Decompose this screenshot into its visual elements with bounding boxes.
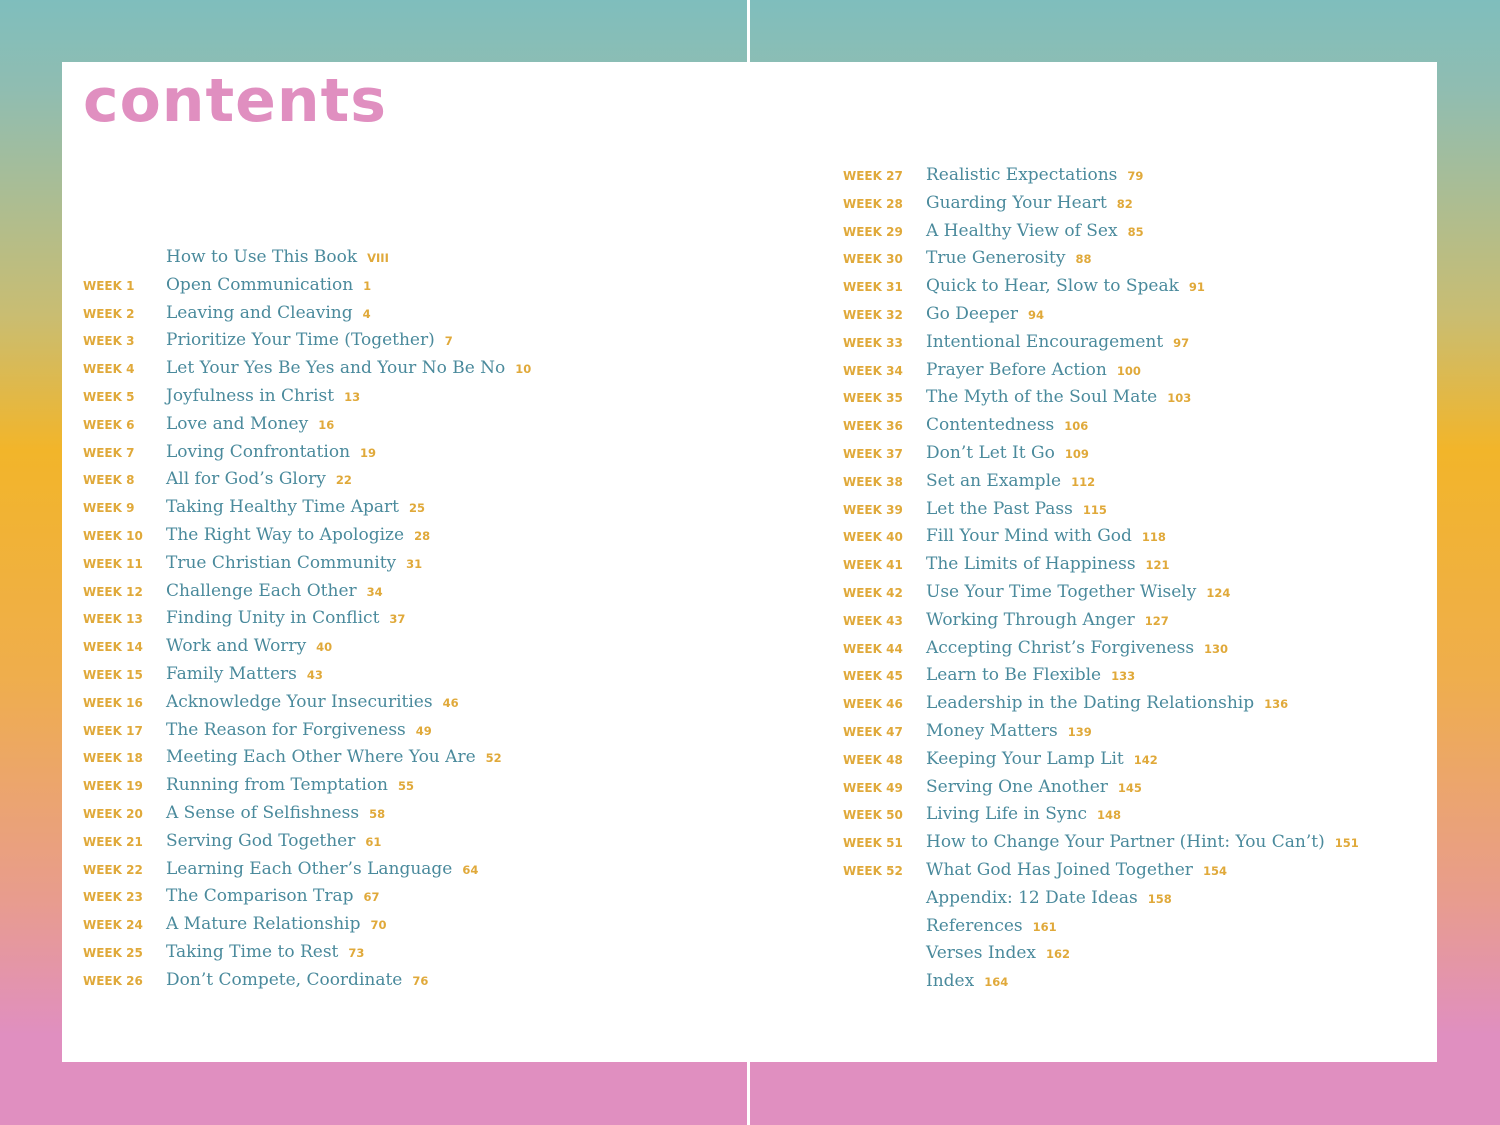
toc-entry <box>843 943 1359 971</box>
week-label: WEEK 7 <box>83 445 135 460</box>
toc-entry <box>843 582 1359 610</box>
page-number: 46 <box>442 695 459 710</box>
week-label: WEEK 30 <box>843 252 903 267</box>
page-number: 31 <box>406 556 423 571</box>
page-number: 67 <box>363 890 380 905</box>
week-label: WEEK 2 <box>83 306 135 321</box>
week-label: WEEK 13 <box>83 612 143 627</box>
page-number: 13 <box>344 389 361 404</box>
toc-entry <box>83 303 531 331</box>
toc-entry <box>843 638 1359 666</box>
toc-entry <box>843 721 1359 749</box>
toc-entry <box>83 525 531 553</box>
week-label: WEEK 19 <box>83 779 143 794</box>
toc-entry <box>83 608 531 636</box>
page-number: 37 <box>389 612 406 627</box>
entry-title: Challenge Each Other <box>166 580 357 601</box>
week-label: WEEK 6 <box>83 417 135 432</box>
entry-title: Taking Time to Rest <box>166 941 339 962</box>
week-label: WEEK 24 <box>83 918 143 933</box>
page-number: 161 <box>1032 919 1057 934</box>
entry-title: Don’t Let It Go <box>926 442 1055 463</box>
toc-entry <box>843 526 1359 554</box>
toc-entry <box>83 914 531 942</box>
week-label: WEEK 45 <box>843 669 903 684</box>
toc-entry <box>843 415 1359 443</box>
week-label: WEEK 32 <box>843 307 903 322</box>
entry-title: Family Matters <box>166 663 297 684</box>
page-number: 79 <box>1127 169 1144 183</box>
entry-title: How to Change Your Partner (Hint: You Can’t) <box>926 832 1325 853</box>
toc-entry <box>83 720 531 748</box>
toc-entry <box>83 886 531 914</box>
toc-entry <box>83 469 531 497</box>
page-number: 162 <box>1046 947 1071 962</box>
page-number: 151 <box>1334 836 1359 851</box>
week-label: WEEK 26 <box>83 973 143 988</box>
page-number: 73 <box>348 945 365 960</box>
page-number: 40 <box>316 640 333 655</box>
entry-title: The Myth of the Soul Mate <box>926 387 1158 408</box>
page-number: 19 <box>360 445 377 460</box>
entry-title: The Reason for Forgiveness <box>166 719 406 740</box>
page-number: 148 <box>1097 808 1122 823</box>
week-label: WEEK 20 <box>83 806 143 821</box>
page-number: 94 <box>1028 307 1045 322</box>
entry-title: A Mature Relationship <box>166 914 361 935</box>
page-number: 7 <box>444 334 453 349</box>
page-number: 88 <box>1075 252 1092 267</box>
week-label: WEEK 36 <box>843 419 903 434</box>
entry-title: Set an Example <box>926 470 1062 491</box>
entry-title: Finding Unity in Conflict <box>166 608 380 629</box>
entry-title: References <box>926 915 1023 936</box>
page-number: 49 <box>415 723 432 738</box>
entry-title: True Christian Community <box>166 552 397 573</box>
entry-title: Working Through Anger <box>926 609 1135 630</box>
toc-entry <box>843 665 1359 693</box>
toc-entry <box>83 386 531 414</box>
entry-title: Taking Healthy Time Apart <box>166 497 399 518</box>
entry-title: Learning Each Other’s Language <box>166 858 453 879</box>
entry-title: Leaving and Cleaving <box>166 302 353 323</box>
contents-page <box>62 62 1437 1062</box>
page-number: 106 <box>1064 419 1089 434</box>
week-label: WEEK 22 <box>83 862 143 877</box>
toc-entry <box>83 775 531 803</box>
page-number: 142 <box>1133 752 1158 767</box>
entry-title: Let Your Yes Be Yes and Your No Be No <box>166 358 506 379</box>
week-label: WEEK 31 <box>843 280 903 295</box>
week-label: WEEK 10 <box>83 528 143 543</box>
entry-title: Acknowledge Your Insecurities <box>166 691 433 712</box>
week-label: WEEK 29 <box>843 224 903 239</box>
entry-title: Learn to Be Flexible <box>926 665 1102 686</box>
page-number: 70 <box>370 918 387 933</box>
page-number: 58 <box>369 806 386 821</box>
page-number: 22 <box>335 473 352 488</box>
week-label: WEEK 5 <box>83 389 135 404</box>
toc-entry <box>83 859 531 887</box>
entry-title: A Sense of Selfishness <box>166 802 360 823</box>
week-label: WEEK 34 <box>843 363 903 378</box>
entry-title: Loving Confrontation <box>166 441 351 462</box>
toc-entry <box>843 360 1359 388</box>
toc-entry <box>843 499 1359 527</box>
week-label: WEEK 21 <box>83 834 143 849</box>
page-number: 124 <box>1206 585 1231 600</box>
entry-title: Verses Index <box>926 943 1037 964</box>
week-label: WEEK 12 <box>83 584 143 599</box>
page-number: 158 <box>1147 891 1172 906</box>
entry-title: Meeting Each Other Where You Are <box>166 747 476 768</box>
page-number: 28 <box>414 528 431 543</box>
toc-entry <box>843 471 1359 499</box>
entry-title: Accepting Christ’s Forgiveness <box>926 637 1195 658</box>
toc-entry <box>83 442 531 470</box>
entry-title: Serving God Together <box>166 830 356 851</box>
page-number: 52 <box>485 751 502 766</box>
page-number: 76 <box>412 973 429 988</box>
toc-entry <box>843 387 1359 415</box>
week-label: WEEK 50 <box>843 808 903 823</box>
week-label: WEEK 18 <box>83 751 143 766</box>
toc-entry <box>83 942 531 970</box>
toc-entry <box>83 581 531 609</box>
toc-entry <box>83 497 531 525</box>
entry-title: True Generosity <box>926 248 1066 269</box>
week-label: WEEK 42 <box>843 585 903 600</box>
toc-entry <box>83 664 531 692</box>
entry-title: The Right Way to Apologize <box>166 524 405 545</box>
toc-entry <box>843 777 1359 805</box>
entry-title: Leadership in the Dating Relationship <box>926 693 1255 714</box>
entry-title: Open Communication <box>166 274 354 295</box>
page-number: 145 <box>1117 780 1142 795</box>
week-label: WEEK 51 <box>843 836 903 851</box>
page-number: 115 <box>1082 502 1107 517</box>
toc-entry <box>843 221 1359 249</box>
page-number: 118 <box>1141 530 1166 545</box>
page-number: 91 <box>1188 280 1205 295</box>
week-label: WEEK 4 <box>83 362 135 377</box>
toc-entry <box>83 636 531 664</box>
entry-title: Prayer Before Action <box>926 359 1107 380</box>
page-number: 130 <box>1204 641 1229 656</box>
page-number: 100 <box>1116 363 1141 378</box>
page-number: 4 <box>362 306 371 321</box>
toc-entry <box>843 888 1359 916</box>
entry-title: Don’t Compete, Coordinate <box>166 969 403 990</box>
week-label: WEEK 25 <box>83 945 143 960</box>
page-number: 16 <box>318 417 335 432</box>
entry-title: Let the Past Pass <box>926 498 1073 519</box>
toc-entry <box>83 970 531 998</box>
page-number: 34 <box>366 584 383 599</box>
toc-entry <box>83 747 531 775</box>
toc-entry <box>83 831 531 859</box>
page-number: 43 <box>306 667 323 682</box>
entry-title: Work and Worry <box>166 636 307 657</box>
page-number: 10 <box>515 362 532 377</box>
page-number: 97 <box>1173 335 1190 350</box>
week-label: WEEK 14 <box>83 640 143 655</box>
toc-entry <box>83 330 531 358</box>
week-label: WEEK 35 <box>843 391 903 406</box>
entry-title: Go Deeper <box>926 303 1019 324</box>
page-title: contents <box>83 66 387 136</box>
entry-title: Joyfulness in Christ <box>166 385 335 406</box>
entry-title: Realistic Expectations <box>926 165 1118 185</box>
page-number: 85 <box>1127 224 1144 239</box>
page-number: 127 <box>1144 613 1169 628</box>
page-number: 121 <box>1145 558 1170 573</box>
week-label: WEEK 11 <box>83 556 143 571</box>
entry-title: Keeping Your Lamp Lit <box>926 748 1124 769</box>
entry-title: Running from Temptation <box>166 775 388 796</box>
page-number: VIII <box>367 251 389 265</box>
entry-title: Intentional Encouragement <box>926 331 1164 352</box>
week-label: WEEK 47 <box>843 724 903 739</box>
toc-entry <box>843 804 1359 832</box>
page-number: 25 <box>409 501 426 516</box>
page-number: 109 <box>1064 446 1089 461</box>
page-number: 55 <box>398 779 415 794</box>
entry-title: The Limits of Happiness <box>926 554 1136 575</box>
toc-entry <box>83 553 531 581</box>
toc-entry <box>843 332 1359 360</box>
toc-entry <box>843 443 1359 471</box>
toc-entry <box>843 193 1359 221</box>
entry-title: Use Your Time Together Wisely <box>926 581 1197 602</box>
toc-entry <box>843 693 1359 721</box>
entry-title: All for God’s Glory <box>166 469 326 490</box>
week-label: WEEK 41 <box>843 558 903 573</box>
week-label: WEEK 3 <box>83 334 135 349</box>
toc-entry <box>843 165 1359 193</box>
toc-entry <box>843 248 1359 276</box>
week-label: WEEK 17 <box>83 723 143 738</box>
week-label: WEEK 9 <box>83 501 135 516</box>
page-number: 133 <box>1111 669 1136 684</box>
page-number: 112 <box>1071 474 1096 489</box>
page-number: 154 <box>1202 863 1227 878</box>
week-label: WEEK 8 <box>83 473 135 488</box>
toc-entry <box>83 247 531 275</box>
week-label: WEEK 44 <box>843 641 903 656</box>
toc-entry <box>843 860 1359 888</box>
week-label: WEEK 33 <box>843 335 903 350</box>
toc-entry <box>83 692 531 720</box>
week-label: WEEK 38 <box>843 474 903 489</box>
entry-title: Love and Money <box>166 413 309 434</box>
toc-entry <box>843 276 1359 304</box>
week-label: WEEK 43 <box>843 613 903 628</box>
toc-left-column <box>83 247 531 998</box>
entry-title: Guarding Your Heart <box>926 192 1107 213</box>
toc-entry <box>843 832 1359 860</box>
toc-entry <box>843 304 1359 332</box>
page-number: 1 <box>363 278 372 293</box>
toc-entry <box>83 414 531 442</box>
page-number: 64 <box>462 862 479 877</box>
week-label: WEEK 15 <box>83 667 143 682</box>
toc-entry <box>843 749 1359 777</box>
entry-title: Contentedness <box>926 415 1055 436</box>
entry-title: Living Life in Sync <box>926 804 1087 825</box>
page-number: 82 <box>1116 196 1133 211</box>
entry-title: Fill Your Mind with God <box>926 526 1132 547</box>
toc-entry <box>843 916 1359 944</box>
week-label: WEEK 46 <box>843 697 903 712</box>
week-label: WEEK 23 <box>83 890 143 905</box>
page-number: 103 <box>1167 391 1192 406</box>
entry-title: Money Matters <box>926 720 1058 741</box>
week-label: WEEK 39 <box>843 502 903 517</box>
entry-title: How to Use This Book <box>166 247 358 267</box>
toc-entry <box>83 358 531 386</box>
week-label: WEEK 16 <box>83 695 143 710</box>
toc-entry <box>843 971 1359 999</box>
page-number: 136 <box>1264 697 1289 712</box>
entry-title: Prioritize Your Time (Together) <box>166 330 435 351</box>
week-label: WEEK 27 <box>843 169 903 183</box>
entry-title: The Comparison Trap <box>166 886 354 907</box>
entry-title: Index <box>926 971 975 992</box>
week-label: WEEK 37 <box>843 446 903 461</box>
toc-entry <box>843 554 1359 582</box>
page-number: 139 <box>1067 724 1092 739</box>
week-label: WEEK 40 <box>843 530 903 545</box>
entry-title: A Healthy View of Sex <box>926 220 1118 241</box>
page-number: 164 <box>984 975 1009 990</box>
week-label: WEEK 49 <box>843 780 903 795</box>
week-label: WEEK 28 <box>843 196 903 211</box>
entry-title: Serving One Another <box>926 776 1108 797</box>
entry-title: Quick to Hear, Slow to Speak <box>926 276 1179 297</box>
entry-title: What God Has Joined Together <box>926 859 1193 880</box>
toc-entry <box>843 610 1359 638</box>
toc-right-column <box>843 165 1359 999</box>
week-label: WEEK 48 <box>843 752 903 767</box>
week-label: WEEK 52 <box>843 863 903 878</box>
toc-entry <box>83 803 531 831</box>
toc-entry <box>83 275 531 303</box>
week-label: WEEK 1 <box>83 278 135 293</box>
page-number: 61 <box>365 834 382 849</box>
entry-title: Appendix: 12 Date Ideas <box>926 887 1138 908</box>
